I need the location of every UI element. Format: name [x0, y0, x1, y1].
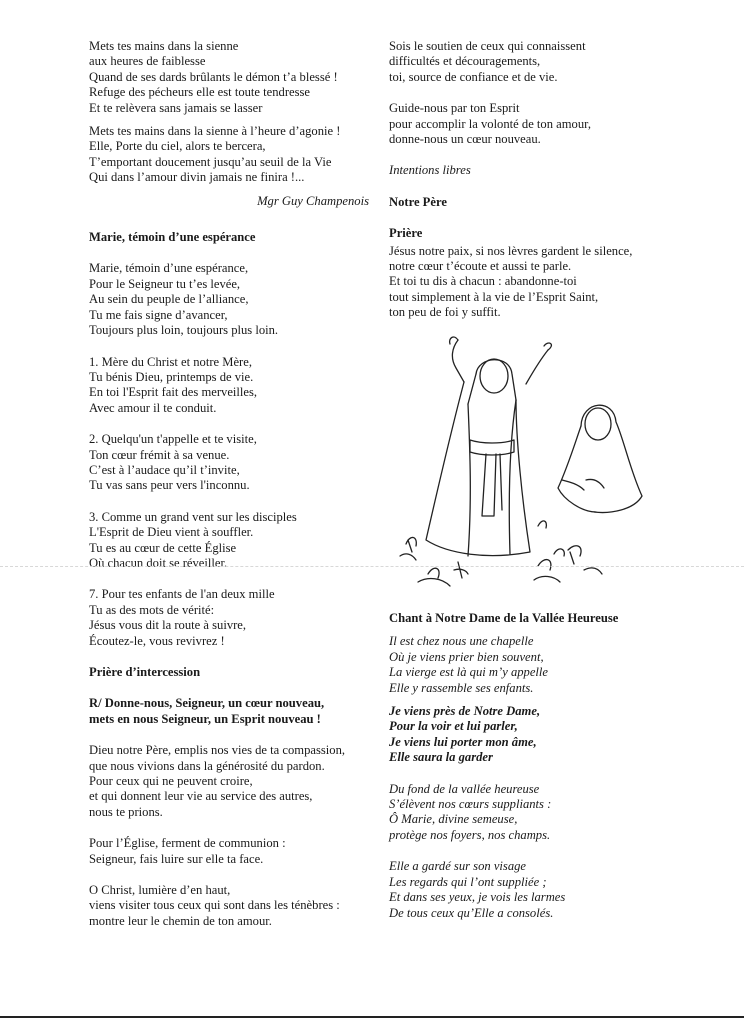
- text-line: ton peu de foi y suffit.: [389, 305, 501, 320]
- text-line: Pour le Seigneur tu t’es levée,: [89, 276, 241, 291]
- song-refrain: [89, 261, 369, 338]
- text-line: Au sein du peuple de l’alliance,: [89, 292, 249, 307]
- text-line: montre leur le chemin de ton amour.: [89, 913, 272, 928]
- text-line: donne-nous un cœur nouveau.: [389, 132, 541, 147]
- chant-title: Chant à Notre Dame de la Vallée Heureuse: [389, 611, 619, 625]
- text-line: mets en nous Seigneur, un Esprit nouveau !: [89, 711, 321, 726]
- intercession-paragraph: [389, 101, 659, 147]
- cloak-fold: [468, 404, 470, 556]
- kneeling-figure-face: [585, 408, 611, 440]
- flower-doodle: [538, 521, 546, 528]
- priere-text: [389, 244, 659, 321]
- song-verse: [89, 432, 369, 494]
- standing-figure-veil: [468, 374, 476, 404]
- text-line: Marie, témoin d’une espérance,: [89, 261, 249, 276]
- text-line: Tu vas sans peur vers l'inconnu.: [89, 478, 250, 493]
- text-line: Les regards qui l’ont suppliée ;: [389, 874, 547, 889]
- kneeling-figure-robe: [558, 426, 596, 512]
- text-line: R/ Donne-nous, Seigneur, un cœur nouveau,: [89, 696, 325, 711]
- flower-doodle: [568, 546, 602, 574]
- song-verse: [89, 510, 369, 572]
- text-line: Elle y rassemble ses enfants.: [389, 680, 534, 695]
- page-bottom-edge: [0, 1016, 744, 1018]
- kneeling-figure-veil: [581, 405, 642, 512]
- text-line: En toi l'Esprit fait des merveilles,: [89, 385, 258, 400]
- text-line: Guide-nous par ton Esprit: [389, 101, 520, 116]
- text-line: nous te prions.: [89, 804, 163, 819]
- intercession-paragraph: [89, 836, 369, 867]
- right-column: [389, 39, 659, 920]
- text-line: Pour ceux qui ne peuvent croire,: [89, 774, 253, 789]
- standing-figure-sash: [470, 440, 514, 455]
- text-line: toi, source de confiance et de vie.: [389, 69, 558, 84]
- text-line: Tu es au cœur de cette Église: [89, 540, 237, 555]
- text-line: Jésus vous dit la route à suivre,: [89, 618, 247, 633]
- text-line: Où chacun doit se réveiller.: [89, 555, 228, 570]
- text-line: Avec amour il te conduit.: [89, 400, 217, 415]
- text-line: Tu bénis Dieu, printemps de vie.: [89, 369, 254, 384]
- text-line: Sois le soutien de ceux qui connaissent: [389, 39, 586, 53]
- text-line: Toujours plus loin, toujours plus loin.: [89, 323, 279, 338]
- text-line: Elle saura la garder: [389, 750, 493, 765]
- chant-verse: [389, 782, 659, 844]
- text-line: difficultés et découragements,: [389, 54, 541, 69]
- song-verse: [89, 587, 369, 649]
- song-verse: [89, 355, 369, 417]
- chant-refrain: [389, 704, 659, 766]
- song-title: Marie, témoin d’une espérance: [89, 230, 256, 245]
- flower-doodle: [454, 562, 468, 578]
- text-line: aux heures de faiblesse: [89, 54, 206, 69]
- text-line: Pour la voir et lui parler,: [389, 719, 518, 734]
- priere-heading: Prière: [389, 226, 423, 241]
- text-line: T’emportant doucement jusqu’au seuil de la Vie: [89, 154, 332, 169]
- text-line: Tu as des mots de vérité:: [89, 602, 215, 617]
- flower-doodle: [554, 549, 564, 556]
- text-line: Et dans ses yeux, je vois les larmes: [389, 890, 566, 905]
- author-signature: Mgr Guy Champenois: [257, 193, 369, 208]
- text-line: S’élèvent nos cœurs suppliants :: [389, 797, 552, 812]
- intercession-title: Prière d’intercession: [89, 665, 201, 679]
- text-line: Mets tes mains dans la sienne à l’heure d’agonie !: [89, 124, 341, 139]
- sash-tail: [500, 454, 502, 510]
- text-line: Jésus notre paix, si nos lèvres gardent le silence,: [389, 243, 633, 258]
- text-line: et qui donnent leur vie au service des autres,: [89, 789, 313, 804]
- text-line: Mets tes mains dans la sienne: [89, 39, 239, 53]
- notre-pere-heading: Notre Père: [389, 194, 447, 209]
- kneeling-figure-hands: [586, 479, 604, 488]
- text-line: Qui dans l’amour divin jamais ne finira !...: [89, 170, 305, 185]
- text-line: 1. Mère du Christ et notre Mère,: [89, 354, 252, 369]
- text-line: Elle, Porte du ciel, alors te bercera,: [89, 139, 266, 154]
- chant-section: [389, 611, 659, 937]
- intercession-paragraph: [389, 39, 659, 85]
- flower-doodle: [400, 537, 416, 560]
- text-line: La vierge est là qui m’y appelle: [389, 665, 549, 680]
- text-line: Tu me fais signe d’avancer,: [89, 307, 228, 322]
- cloak-fold: [509, 400, 516, 554]
- text-line: Dieu notre Père, emplis nos vies de ta compassion,: [89, 743, 346, 758]
- chant-verse: [389, 634, 659, 696]
- text-line: viens visiter tous ceux qui sont dans les ténèbres :: [89, 898, 340, 913]
- text-line: C’est à l’audace qu’il t’invite,: [89, 462, 240, 477]
- text-line: notre cœur t’écoute et aussi te parle.: [389, 259, 572, 274]
- text-line: Pour l’Église, ferment de communion :: [89, 836, 286, 851]
- text-line: Refuge des pécheurs elle est toute tendresse: [89, 85, 311, 100]
- text-line: Écoutez-le, vous revivrez !: [89, 633, 225, 648]
- text-line: Et toi tu dis à chacun : abandonne-toi: [389, 274, 577, 289]
- sash-tail: [482, 454, 496, 516]
- flower-doodle: [534, 560, 560, 582]
- flower-doodle: [418, 568, 450, 586]
- intercession-refrain: [89, 696, 369, 727]
- raised-arm-right: [526, 350, 548, 384]
- intercession-paragraph: [89, 883, 369, 929]
- chant-verse: [389, 859, 659, 921]
- left-column: [89, 39, 369, 945]
- text-line: De tous ceux qu’Elle a consolés.: [389, 905, 554, 920]
- free-intentions: Intentions libres: [389, 163, 471, 178]
- text-line: O Christ, lumière d’en haut,: [89, 883, 231, 898]
- text-line: Elle a gardé sur son visage: [389, 859, 526, 874]
- text-line: Du fond de la vallée heureuse: [389, 781, 540, 796]
- text-line: tout simplement à la vie de l’Esprit Saint,: [389, 289, 599, 304]
- text-line: Je viens lui porter mon âme,: [389, 734, 537, 749]
- intercession-paragraph: [89, 743, 369, 820]
- raised-hand-right: [544, 343, 551, 350]
- text-line: Je viens près de Notre Dame,: [389, 704, 541, 719]
- text-line: Quand de ses dards brûlants le démon t’a blessé !: [89, 69, 338, 84]
- text-line: Seigneur, fais luire sur elle ta face.: [89, 851, 264, 866]
- kneeling-figure-hands: [562, 480, 584, 490]
- standing-figure-veil: [476, 360, 516, 400]
- text-line: Ô Marie, divine semeuse,: [389, 812, 518, 827]
- text-line: protège nos foyers, nos champs.: [389, 827, 551, 842]
- text-line: 7. Pour tes enfants de l'an deux mille: [89, 587, 275, 602]
- poem-stanza: [89, 124, 369, 186]
- text-line: 3. Comme un grand vent sur les disciples: [89, 509, 297, 524]
- text-line: 2. Quelqu'un t'appelle et te visite,: [89, 432, 257, 447]
- raised-arm-left: [452, 340, 464, 382]
- page-fold-line: [0, 566, 744, 568]
- poem-stanza: [89, 39, 369, 116]
- text-line: Et te relèvera sans jamais se lasser: [89, 100, 263, 115]
- text-line: L'Esprit de Dieu vient à souffler.: [89, 525, 254, 540]
- visitation-illustration: [398, 330, 648, 592]
- standing-figure-face: [480, 359, 508, 393]
- text-line: Il est chez nous une chapelle: [389, 634, 534, 649]
- text-line: que nous vivions dans la générosité du pardon.: [89, 758, 325, 773]
- text-line: Où je viens prier bien souvent,: [389, 649, 544, 664]
- text-line: Ton cœur frémit à sa venue.: [89, 447, 230, 462]
- text-line: pour accomplir la volonté de ton amour,: [389, 116, 591, 131]
